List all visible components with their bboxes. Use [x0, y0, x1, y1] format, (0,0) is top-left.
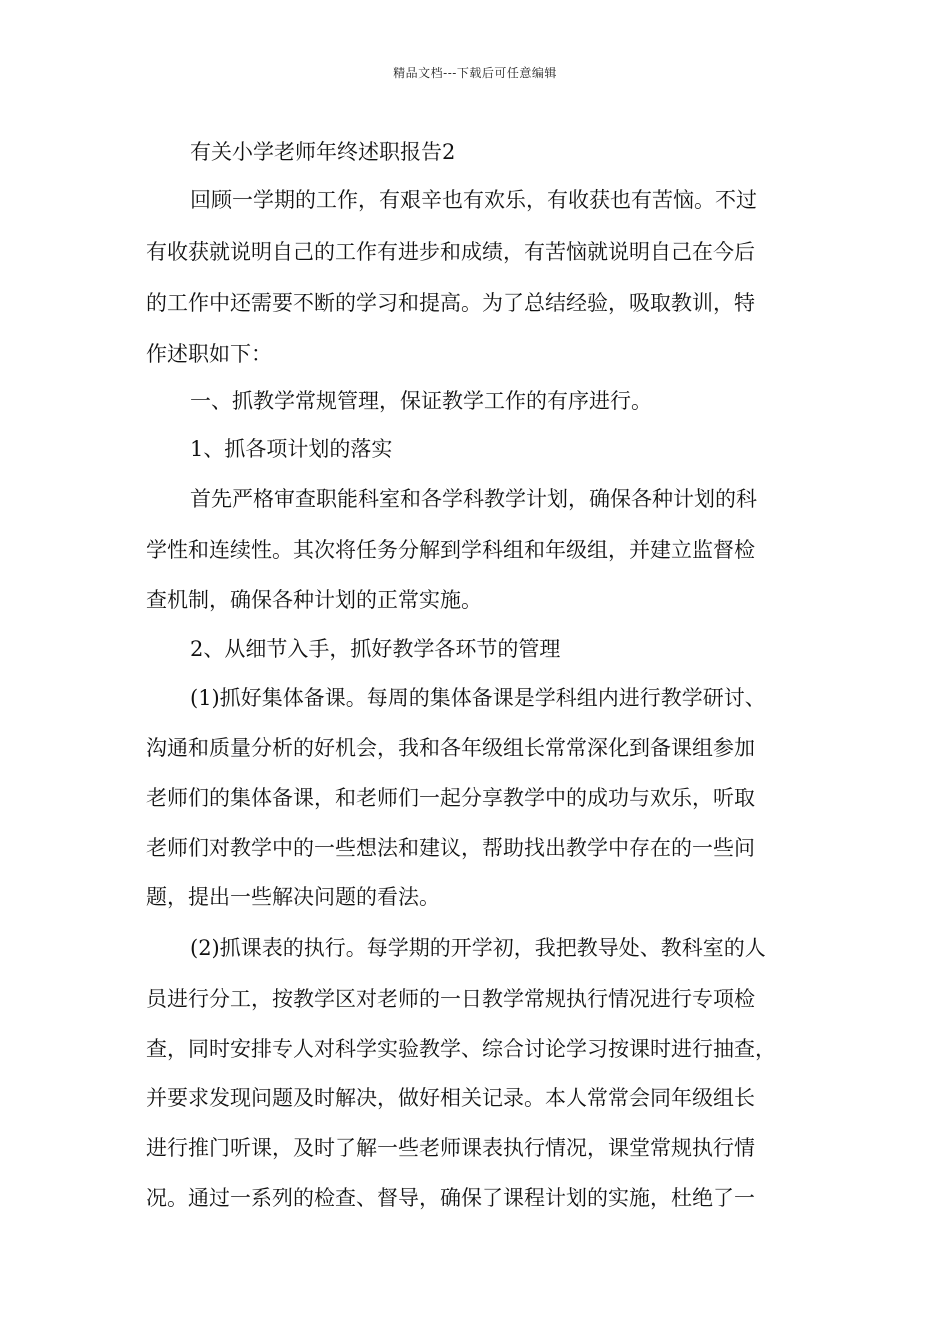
paragraph-line: 并要求发现问题及时解决，做好相关记录。本人常常会同年级组长	[146, 1086, 755, 1110]
paragraph-line: 的工作中还需要不断的学习和提高。为了总结经验，吸取教训，特	[146, 291, 755, 315]
paragraph-line: 学性和连续性。其次将任务分解到学科组和年级组，并建立监督检	[146, 538, 755, 562]
paragraph-line: 进行推门听课，及时了解一些老师课表执行情况，课堂常规执行情	[146, 1136, 755, 1160]
paragraph-line: 查，同时安排专人对科学实验教学、综合讨论学习按课时进行抽查，	[146, 1037, 776, 1061]
paragraph-line: (2)抓课表的执行。每学期的开学初，我把教导处、教科室的人	[190, 936, 766, 960]
paragraph-line: 作述职如下：	[146, 342, 272, 366]
paragraph-line: 查机制，确保各种计划的正常实施。	[146, 588, 482, 612]
section-heading: 一、抓教学常规管理，保证教学工作的有序进行。	[190, 389, 652, 413]
paragraph-line: 老师们对教学中的一些想法和建议，帮助找出教学中存在的一些问	[146, 836, 755, 860]
subsection-heading: 1、抓各项计划的落实	[190, 437, 393, 461]
paragraph-line: 沟通和质量分析的好机会，我和各年级组长常常深化到备课组参加	[146, 736, 755, 760]
paragraph-line: 首先严格审查职能科室和各学科教学计划，确保各种计划的科	[190, 487, 757, 511]
page-header: 精品文档---下载后可任意编辑	[393, 66, 557, 80]
subsection-heading: 2、从细节入手，抓好教学各环节的管理	[190, 637, 561, 661]
paragraph-line: 题，提出一些解决问题的看法。	[146, 885, 440, 909]
paragraph-line: 员进行分工，按教学区对老师的一日教学常规执行情况进行专项检	[146, 987, 755, 1011]
paragraph-line: 有收获就说明自己的工作有进步和成绩，有苦恼就说明自己在今后	[146, 240, 755, 264]
paragraph-line: 回顾一学期的工作，有艰辛也有欢乐，有收获也有苦恼。不过	[190, 188, 757, 212]
paragraph-line: 况。通过一系列的检查、督导，确保了课程计划的实施，杜绝了一	[146, 1186, 755, 1210]
document-title: 有关小学老师年终述职报告2	[190, 140, 456, 164]
paragraph-line: 老师们的集体备课，和老师们一起分享教学中的成功与欢乐，听取	[146, 786, 755, 810]
paragraph-line: (1)抓好集体备课。每周的集体备课是学科组内进行教学研讨、	[190, 686, 766, 710]
